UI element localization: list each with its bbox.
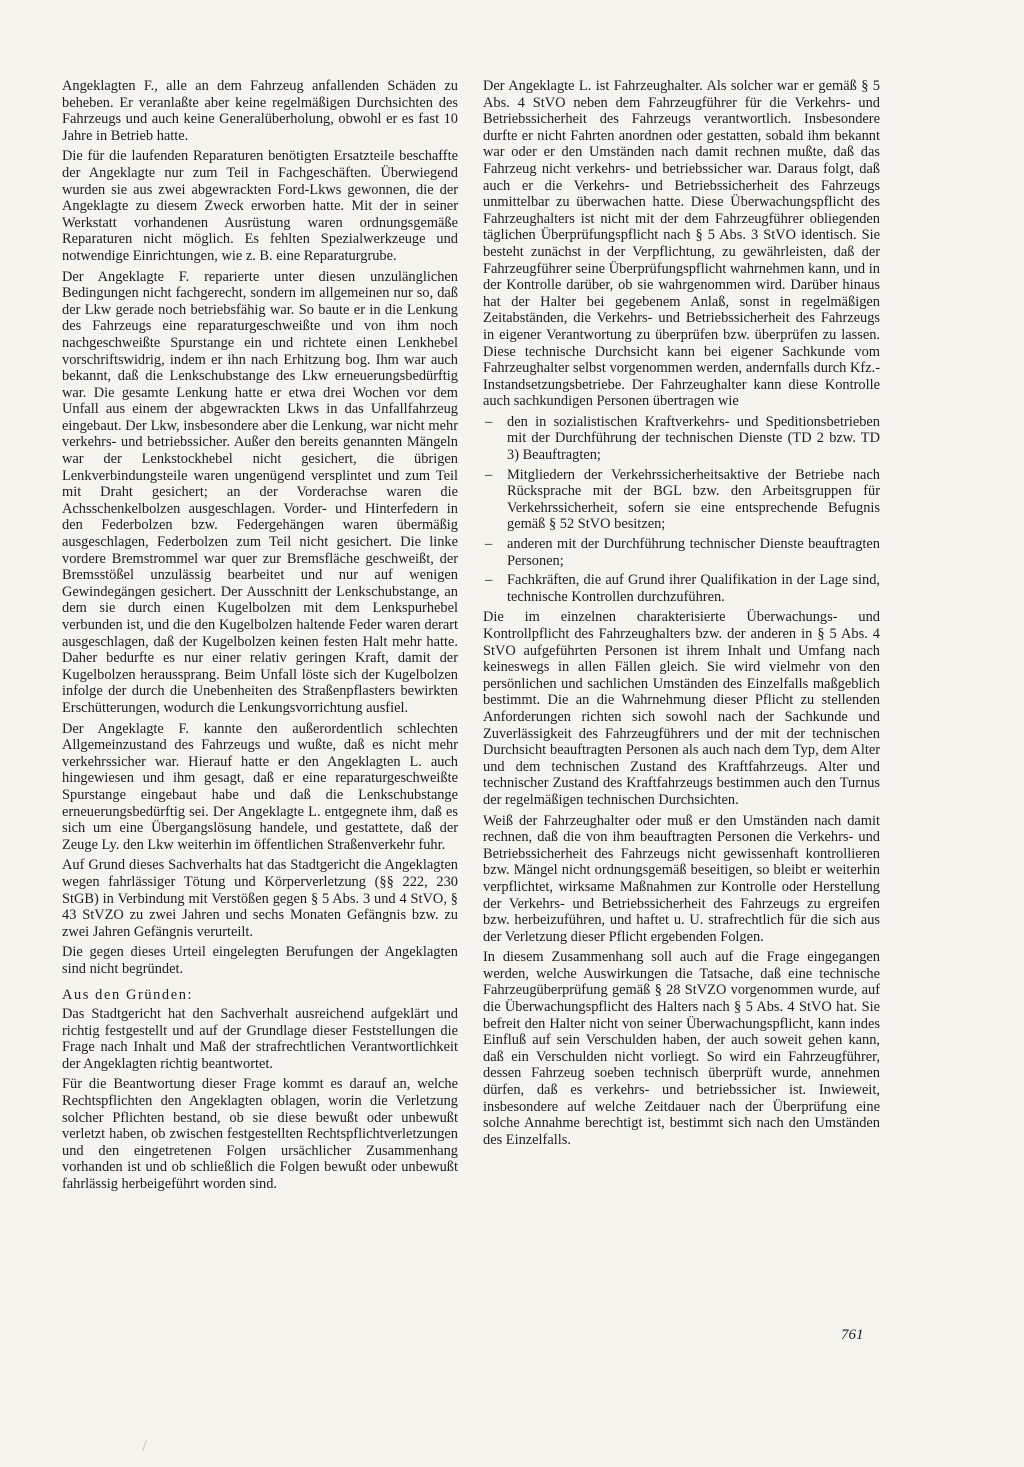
left-column (62, 78, 458, 1197)
paragraph: In diesem Zusammenhang soll auch auf die Frage eingegangen werden, welche Auswirkungen die Tatsache, daß eine technische Fahrzeugüberprüfung gemäß § 28 StVZO vorgenommen wurde, auf die Überwachungspflicht des Halters nach § 5 Abs. 4 StVO hat. Sie befreit den Halter nicht von seiner Überwachungspflicht, kann indes Einfluß auf sein Verschulden haben, der auch soweit gehen kann, daß ein Verschulden nicht vorliegt. So wird ein Fahrzeugführer, dessen Fahrzeug soeben technisch überprüft wurde, annehmen dürfen, daß es verkehrs- und betriebssicher ist. Inwieweit, insbesondere auf welche Zeitdauer nach der Überprüfung eine solche Annahme berechtigt ist, bestimmt sich nach den Umständen des Einzelfalls. (483, 949, 880, 1148)
paragraph: Der Angeklagte F. reparierte unter diesen unzulänglichen Bedingungen nicht fachgerecht, sondern im allgemeinen nur so, daß der Lkw gerade noch betriebsfähig war. So baute er in die Lenkung des Fahrzeugs eine reparaturgeschweißte und von ihm noch nachgeschweißte Spurstange ein und richtete einen Lenkhebel vorschriftswidrig, indem er ihn nach Erhitzung bog. Ihm war auch bekannt, daß die Lenkschubstange des Lkw erneuerungsbedürftig war. Die gesamte Lenkung hatte er etwa drei Wochen vor dem Unfall aus einem der abgewrackten Lkws in das Unfallfahrzeug eingebaut. Der Lkw, insbesondere aber die Lenkung, war nicht mehr verkehrs- und betriebssicher. Außer den bereits genannten Mängeln war der Lenkstockhebel nicht gesichert, die übrigen Lenkverbindungsteile waren ungenügend versplintet und zum Teil mit Draht gesichert; an der Vorderachse waren die Achsschenkelbolzen ausgeschlagen. Vorder- und Hinterfedern in den Federbolzen bzw. Federgehängen waren übermäßig ausgeschlagen, Federbolzen zum Teil nicht gesichert. Die linke vordere Bremstrommel war quer zur Bremsfläche geschweißt, der Bremsstößel unzulässig bearbeitet und nur auf wenigen Gewindegängen gesichert. Der Ausschnitt der Lenkschubstange, an dem sie durch einen Kugelbolzen mit dem Lenkspurhebel verbunden ist, und die den Kugelbolzen haltende Feder waren derart ausgeschlagen, daß der Kugelbolzen keinen festen Halt mehr hatte. Daher bedurfte es nur einer relativ geringen Kraft, damit der Kugelbolzen heraussprang. Beim Unfall löste sich der Kugelbolzen infolge der durch die Unebenheiten des Straßenpflasters bewirkten Erschütterungen, wodurch die Lenkungsvorrichtung ausfiel. (62, 268, 458, 716)
right-column (483, 78, 880, 1152)
paragraph: Der Angeklagte L. ist Fahrzeughalter. Als solcher war er gemäß § 5 Abs. 4 StVO neben dem Fahrzeugführer für die Verkehrs- und Betriebssicherheit des Fahrzeugs verantwortlich. Insbesondere durfte er nicht Fahrten anordnen oder gestatten, sobald ihm bekannt war oder er den Umständen nach damit rechnen mußte, daß das Fahrzeug nicht verkehrs- und betriebssicher war. Daraus folgt, daß auch er die Verkehrs- und Betriebssicherheit des Fahrzeugs unmittelbar zu überwachen hatte. Diese Überwachungspflicht des Fahrzeughalters ist nicht mit der dem Fahrzeugführer obliegenden täglichen Überprüfungspflicht nach § 5 Abs. 3 StVO identisch. Sie besteht zunächst in der Verpflichtung, zu gewährleisten, daß der Fahrzeugführer seine Überprüfungspflicht wahrnehmen kann, und in der Kontrolle darüber, ob sie wahrgenommen wird. Darüber hinaus hat der Halter bei gegebenem Anlaß, sonst in regelmäßigen Zeitabständen, die Verkehrs- und Betriebssicherheit des Fahrzeugs in eigener Verantwortung zu überprüfen bzw. überprüfen zu lassen. Diese technische Durchsicht kann bei eigener Sachkunde vom Fahrzeughalter selbst vorgenommen werden, andernfalls durch Kfz.-Instandsetzungsbetriebe. Der Fahrzeughalter kann diese Kontrolle auch sachkundigen Personen übertragen wie (483, 78, 880, 410)
list-item: – Mitgliedern der Verkehrssicherheitsaktive der Betriebe nach Rücksprache mit der BGL bzw. den Arbeitsgruppen für Verkehrssicherheit, sofern sie eine entsprechende Befugnis gemäß § 52 StVO besitzen; (483, 467, 880, 533)
section-heading: Aus den Gründen: (62, 987, 194, 1004)
paragraph: Weiß der Fahrzeughalter oder muß er den Umständen nach damit rechnen, daß die von ihm beauftragten Personen die Verkehrs- und Betriebssicherheit des Fahrzeugs nicht gewissenhaft kontrollieren bzw. Mängel nicht ordnungsgemäß beseitigen, so bleibt er weiterhin verpflichtet, wirksame Maßnahmen zur Kontrolle oder Herstellung der Verkehrs- und Betriebssicherheit des Fahrzeugs zu ergreifen bzw. herbeizuführen, und haftet u. U. strafrechtlich für die sich aus der Verletzung dieser Pflicht ergebenden Folgen. (483, 812, 880, 945)
paragraph: Das Stadtgericht hat den Sachverhalt ausreichend aufgeklärt und richtig festgestellt und auf der Grundlage dieser Feststellungen die Frage nach Inhalt und Maß der strafrechtlichen Verantwortlichkeit der Angeklagten richtig beantwortet. (62, 1006, 458, 1072)
paragraph: Der Angeklagte F. kannte den außerordentlich schlechten Allgemeinzustand des Fahrzeugs und wußte, daß es nicht mehr verkehrssicher war. Hierauf hatte er den Angeklagten L. auch hingewiesen und ihm gesagt, daß er eine reparaturgeschweißte Spurstange eingebaut habe und daß die Lenkschubstange erneuerungsbedürftig sei. Der Angeklagte L. entgegnete ihm, daß es sich um eine Übergangslösung handele, und gestattete, daß der Zeuge Ly. den Lkw weiterhin im öffentlichen Straßenverkehr fuhr. (62, 720, 458, 853)
dash-list (483, 414, 880, 606)
paragraph: Angeklagten F., alle an dem Fahrzeug anfallenden Schäden zu beheben. Er veranlaßte aber keine regelmäßigen Durchsichten des Fahrzeugs und auch keine Generalüberholung, obwohl er es fast 10 Jahre in Betrieb hatte. (62, 78, 458, 144)
paragraph: Die für die laufenden Reparaturen benötigten Ersatzteile beschaffte der Angeklagte nur zum Teil in Fachgeschäften. Überwiegend wurden sie aus zwei abgewrackten Ford-Lkws gewonnen, die der Angeklagte zu diesem Zweck erworben hatte. Mit der in seiner Werkstatt vorhandenen Ausrüstung waren ordnungsgemäße Reparaturen nicht möglich. Es fehlten Spezialwerkzeuge und notwendige Einrichtungen, wie z. B. eine Reparaturgrube. (62, 148, 458, 264)
list-item: – den in sozialistischen Kraftverkehrs- und Speditionsbetrieben mit der Durchführung der technischen Dienste (TD 2 bzw. TD 3) Beauftragten; (483, 414, 880, 464)
paragraph: Die im einzelnen charakterisierte Überwachungs- und Kontrollpflicht des Fahrzeughalters bzw. der anderen in § 5 Abs. 4 StVO aufgeführten Personen ist ihrem Inhalt und Umfang nach keineswegs in allen Fällen gleich. Sie wird vielmehr von den persönlichen und sachlichen Umständen des Einzelfalls maßgeblich bestimmt. Die an die Wahrnehmung dieser Pflicht zu stellenden Anforderungen richten sich sowohl nach der Sachkunde und Zuverlässigkeit des Fahrzeugführers und der mit der technischen Durchsicht beauftragten Personen als auch nach dem Typ, dem Alter und dem technischen Zustand des Kraftfahrzeugs. Alter und technischer Zustand des Kraftfahrzeugs bestimmen auch den Turnus der regelmäßigen technischen Durchsichten. (483, 609, 880, 808)
list-item: – Fachkräften, die auf Grund ihrer Qualifikation in der Lage sind, technische Kontrollen durchzuführen. (483, 572, 880, 605)
paragraph: Für die Beantwortung dieser Frage kommt es darauf an, welche Rechtspflichten den Angeklagten oblagen, worin die Verletzung solcher Pflichten bestand, ob sie diese bewußt oder unbewußt verletzt haben, ob zwischen festgestellten Rechtspflichtverletzungen und den eingetretenen Folgen ursächlicher Zusammenhang vorhanden ist und ob schließlich die Folgen bewußt oder unbewußt fahrlässig herbeigeführt worden sind. (62, 1076, 458, 1192)
page-number: 761 (841, 1327, 864, 1343)
paragraph: Die gegen dieses Urteil eingelegten Berufungen der Angeklagten sind nicht begründet. (62, 944, 458, 977)
paragraph: Auf Grund dieses Sachverhalts hat das Stadtgericht die Angeklagten wegen fahrlässiger Tötung und Körperverletzung (§§ 222, 230 StGB) in Verbindung mit Verstößen gegen § 5 Abs. 3 und 4 StVO, § 43 StVZO zu zwei Jahren und sechs Monaten Gefängnis bzw. zu zwei Jahren Gefängnis verurteilt. (62, 857, 458, 940)
scan-mark (142, 1439, 153, 1453)
list-item: – anderen mit der Durchführung technischer Dienste beauftragten Personen; (483, 536, 880, 569)
